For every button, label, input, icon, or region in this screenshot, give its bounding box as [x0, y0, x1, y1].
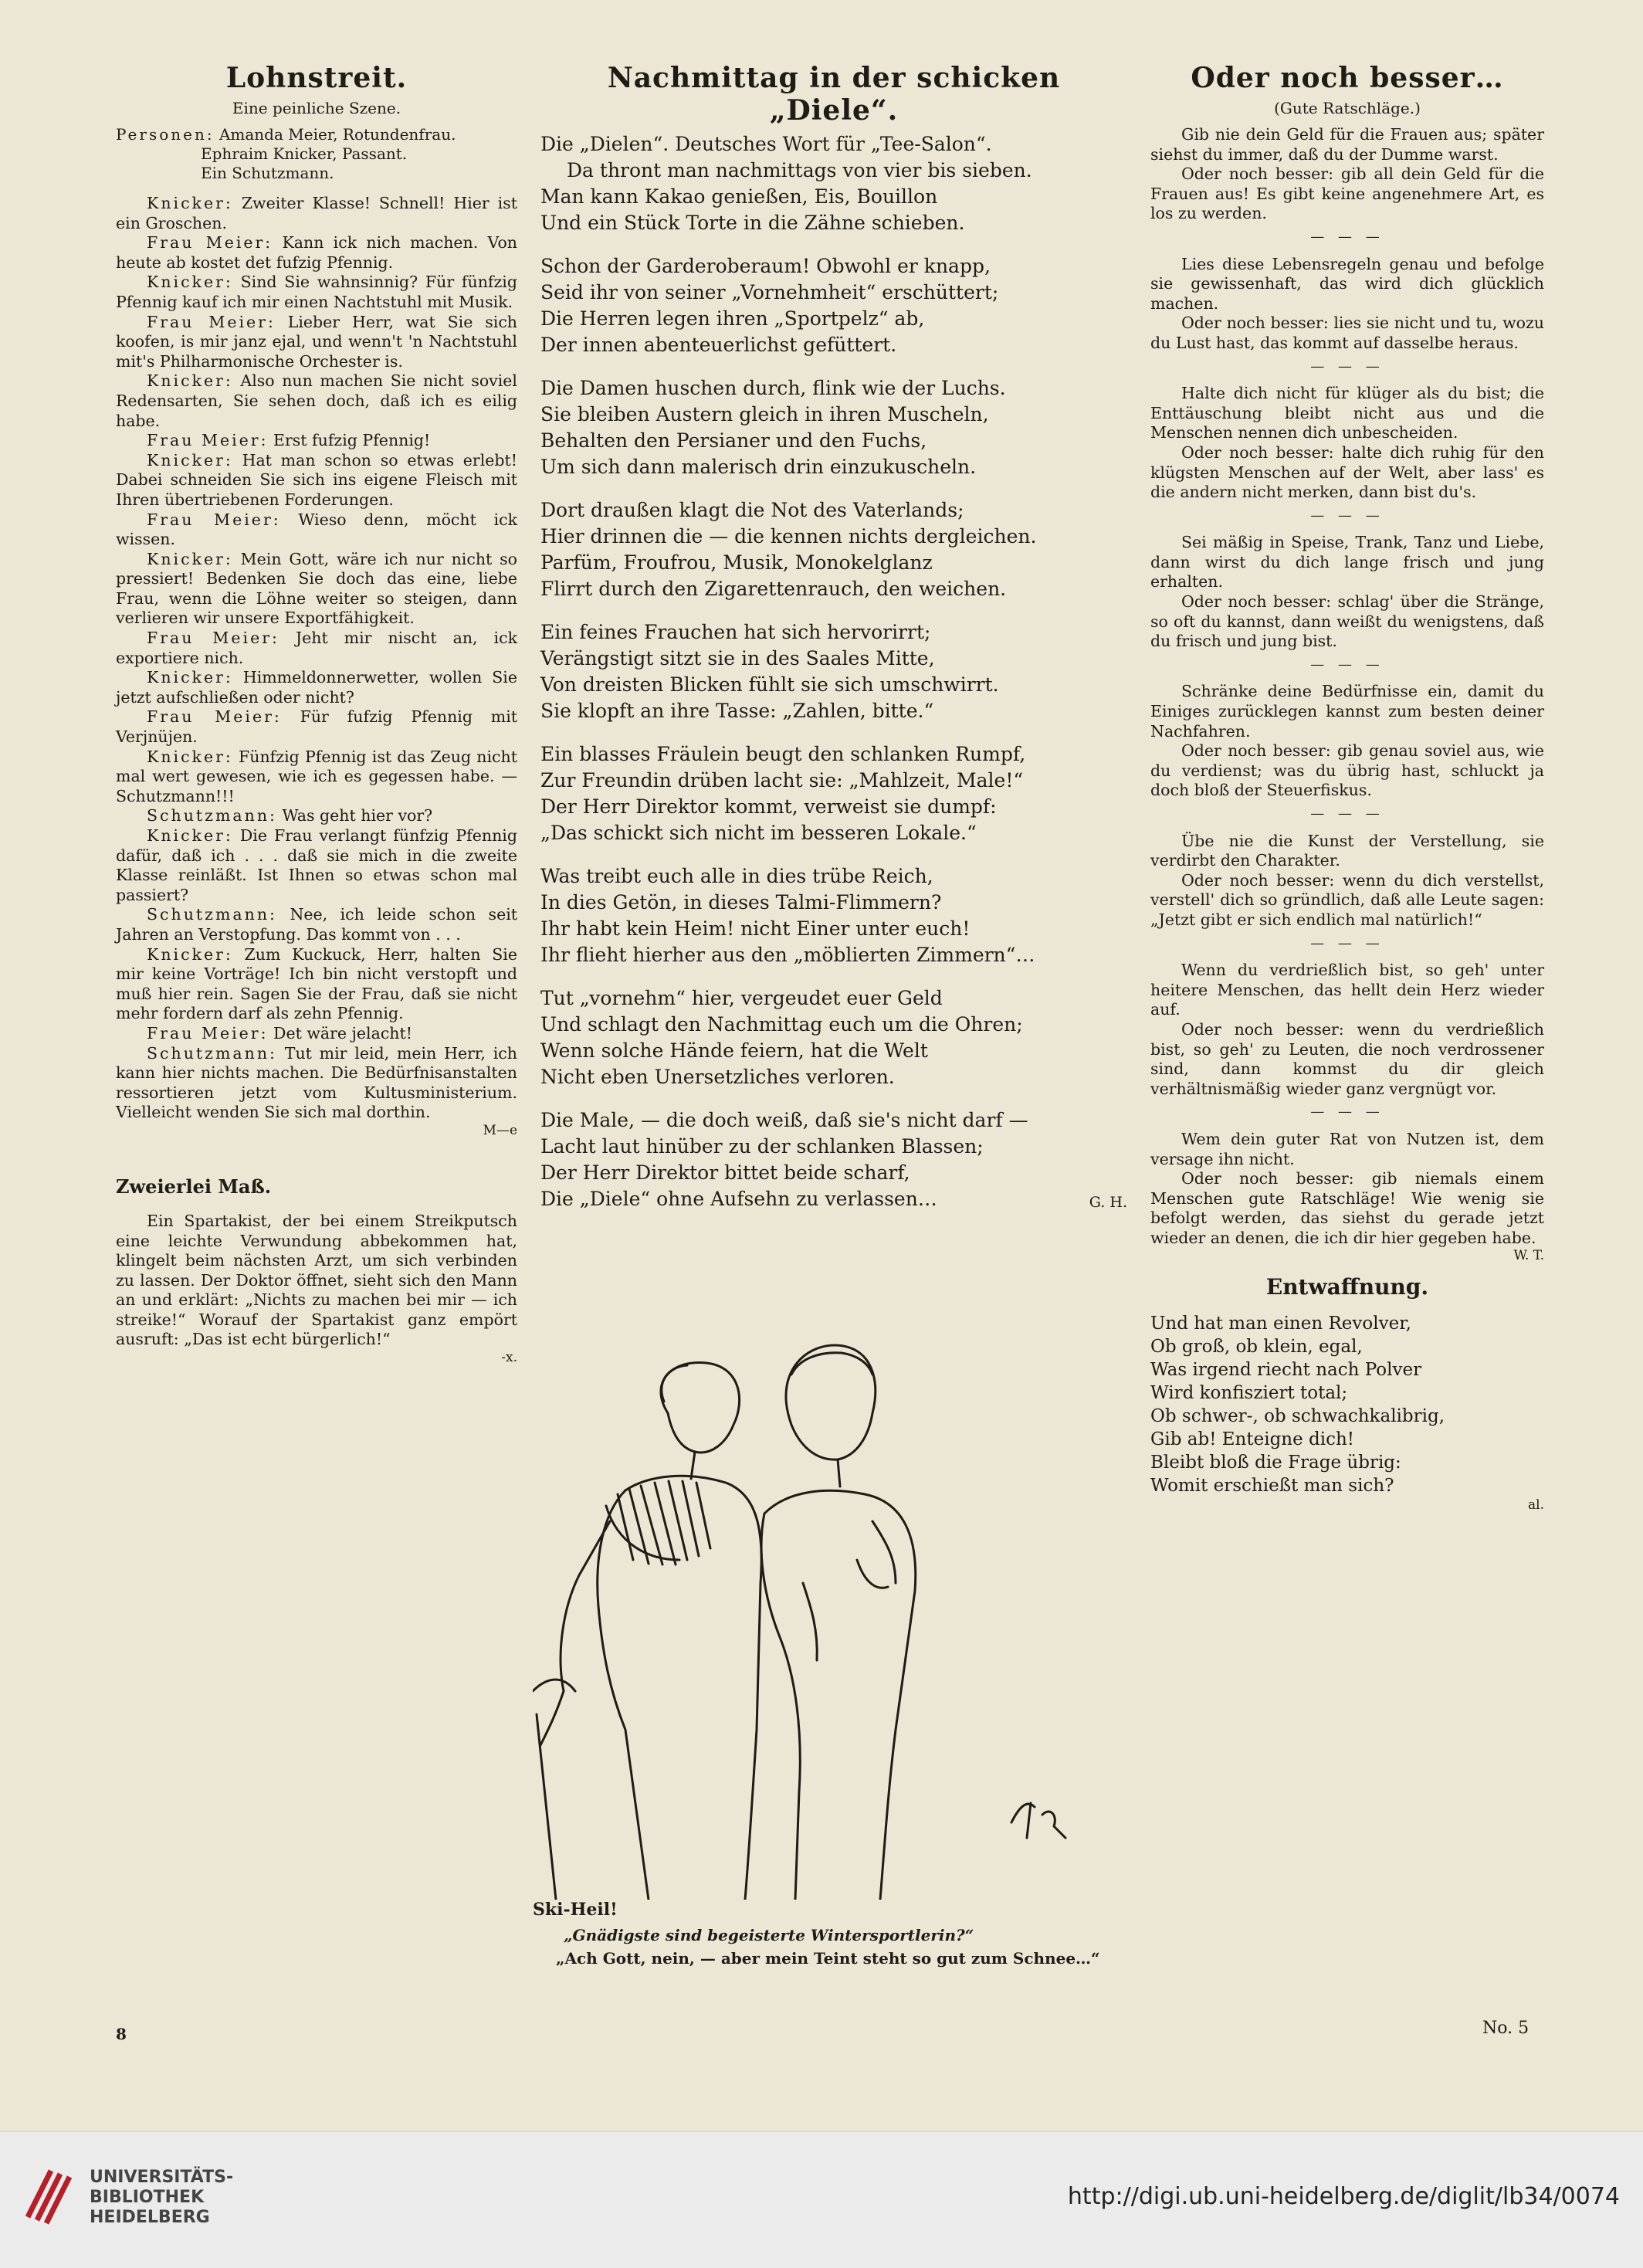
- speaker-name: Knicker:: [147, 747, 233, 766]
- poem-line: Verängstigt sitzt sie in des Saales Mitte,: [540, 647, 935, 670]
- advice-paragraph: Wenn du verdrießlich bist, so geh' unter heitere Menschen, das hellt dein Herz wieder auf.: [1150, 961, 1544, 1019]
- poem-line: Ihr flieht hierher aus den „möblierten Zimmern“…: [540, 944, 1035, 966]
- poem-line: Und schlagt den Nachmittag euch um die Ohren;: [540, 1013, 1023, 1036]
- article-title-lohnstreit: Lohnstreit.: [225, 62, 408, 94]
- poem-line: Ihr habt kein Heim! nicht Einer unter euch!: [540, 917, 971, 940]
- dialogue-line: [116, 1044, 517, 1123]
- poem-line: Wird konfisziert total;: [1150, 1383, 1348, 1404]
- poem-diele: [540, 131, 1127, 1212]
- poem-line: „Das schickt sich nicht im besseren Lokale.“: [540, 822, 977, 844]
- column-diele: [540, 62, 1127, 1211]
- advice-paragraph: Oder noch besser: gib all dein Geld für die Frauen aus! Es gibt keine angenehmere Art, es los zu werden.: [1150, 164, 1544, 223]
- advice-paragraph: Oder noch besser: gib genau soviel aus, wie du verdienst; was du übrig hast, schluckt ja doch bloß der Steuerfiskus.: [1150, 741, 1544, 800]
- dialogue-line: [116, 905, 517, 944]
- speaker-name: Knicker:: [147, 450, 233, 470]
- advice-paragraph: Lies diese Lebensregeln genau und befolge sie gewissenhaft, das wird dich glücklich machen.: [1150, 254, 1544, 313]
- separator: — — —: [1310, 358, 1384, 375]
- library-name: [90, 2168, 233, 2228]
- poem-line: Schon der Garderoberaum! Obwohl er knapp,: [540, 255, 991, 277]
- poem-line: Ein blasses Fräulein beugt den schlanken Rumpf,: [540, 743, 1026, 765]
- speaker-name: Knicker:: [147, 549, 233, 568]
- poem-stanza: [540, 131, 1127, 236]
- poem-line: Lacht laut hinüber zu der schlanken Blassen;: [540, 1135, 984, 1158]
- speaker-name: Frau Meier:: [147, 233, 273, 253]
- page-number: 8: [116, 2025, 127, 2043]
- advice-paragraph: Oder noch besser: halte dich ruhig für den klügsten Menschen auf der Welt, aber lass' es die andern nicht merken, dann bist du's.: [1150, 442, 1544, 502]
- poem-line: Und hat man einen Revolver,: [1150, 1314, 1411, 1334]
- speaker-name: Knicker:: [147, 944, 233, 964]
- dialogue-text: Mein Gott, wäre ich nur nicht so pressiert! Bedenken Sie doch das eine, liebe Frau, wenn die Löhne weiter so steigen, dann verlieren wir unsere Exportfähigkeit.: [116, 549, 517, 628]
- dialogue-line: [116, 945, 517, 1024]
- speaker-name: Frau Meier:: [147, 312, 276, 331]
- dialogue-text: Was geht hier vor?: [282, 806, 433, 825]
- dialogue-text: Die Frau verlangt fünfzig Pfennig dafür, daß ich . . . daß sie mich in die zweite Klasse reinläßt. Ist Ihnen so etwas schon mal passiert?: [116, 826, 517, 904]
- dialogue-line: [116, 629, 517, 668]
- speaker-name: Schutzmann:: [147, 806, 277, 825]
- article-zweierlei: [116, 1175, 517, 1365]
- dialogue-line: [116, 748, 517, 807]
- advice-paragraph: Oder noch besser: wenn du dich verstellst, verstell' dich so gründlich, daß alle Leute sagen: „Jetzt gibt er sich endlich mal natürlich!“: [1150, 870, 1544, 929]
- speaker-name: Knicker:: [147, 273, 233, 292]
- dialogue-text: Jeht mir nischt an, ick exportiere nich.: [116, 629, 517, 667]
- advice-text: [1150, 125, 1544, 1248]
- cartoon-caption: [533, 1900, 1120, 1968]
- dialogue-line: [116, 451, 517, 510]
- dialogue-text: Himmeldonnerwetter, wollen Sie jetzt aufschließen oder nicht?: [116, 668, 517, 707]
- library-name-line: UNIVERSITÄTS-: [90, 2168, 234, 2187]
- dialogue-text: Kann ick nich machen. Von heute ab kostet det fufzig Pfennig.: [116, 233, 517, 272]
- poem-line: Seid ihr von seiner „Vornehmheit“ erschüttert;: [540, 281, 999, 303]
- advice-paragraph: Übe nie die Kunst der Verstellung, sie verdirbt den Charakter.: [1150, 831, 1544, 870]
- separator: — — —: [1310, 228, 1384, 245]
- article-signature: W. T.: [1513, 1248, 1544, 1264]
- poem-line: Von dreisten Blicken fühlt sie sich umschwirrt.: [540, 673, 999, 696]
- poem-line: Dort draußen klagt die Not des Vaterlands;: [540, 499, 964, 521]
- poem-signature: al.: [1528, 1497, 1544, 1514]
- speaker-name: Frau Meier:: [147, 707, 282, 727]
- poem-line: Womit erschießt man sich?: [1150, 1476, 1394, 1497]
- dialogue-line: [116, 431, 517, 451]
- poem-line: Flirrt durch den Zigarettenrauch, den weichen.: [540, 578, 1007, 600]
- dialogue-line: [116, 707, 517, 747]
- article-signature: -x.: [501, 1350, 517, 1366]
- speaker-name: Knicker:: [147, 194, 233, 212]
- dialogue-text: Zum Kuckuck, Herr, halten Sie mir keine Vorträge! Ich bin nicht verstopft und muß hier rein. Sagen Sie der Frau, daß sie nicht mehr fordern darf als zehn Pfennig.: [116, 944, 517, 1023]
- speaker-name: Frau Meier:: [147, 629, 279, 648]
- poem-line: Was treibt euch alle in dies trübe Reich,: [540, 865, 933, 887]
- dialogue-line: [116, 273, 517, 312]
- poem-signature: G. H.: [1089, 1194, 1127, 1211]
- separator: — — —: [1310, 805, 1384, 822]
- poem-line: Da thront man nachmittags von vier bis sieben.: [567, 159, 1032, 181]
- poem-line: Um sich dann malerisch drin einzukuscheln.: [540, 456, 977, 478]
- poem-line: Ein feines Frauchen hat sich hervorirrt;: [540, 621, 931, 643]
- dialogue-text: [116, 194, 517, 1123]
- dialogue-text: Hat man schon so etwas erlebt! Dabei schneiden Sie sich ins eigene Fleisch mit Ihren übertriebenen Forderungen.: [116, 450, 517, 509]
- dialogue-text: Erst fufzig Pfennig!: [273, 431, 431, 450]
- dialogue-line: [116, 826, 517, 905]
- poem-line: Sie klopft an ihre Tasse: „Zahlen, bitte.“: [540, 700, 934, 722]
- column-oder-noch-besser: [1150, 62, 1544, 1513]
- dialogue-text: Tut mir leid, mein Herr, ich kann hier nichts machen. Die Bedürfnisanstalten ressortieren jetzt vom Kultusministerium. Vielleicht wenden Sie sich mal dorthin.: [116, 1043, 517, 1122]
- poem-line: Nicht eben Unersetzliches verloren.: [540, 1066, 895, 1088]
- poem-line: Gib ab! Enteigne dich!: [1150, 1429, 1355, 1450]
- poem-line: Ob schwer-, ob schwachkalibrig,: [1150, 1406, 1445, 1427]
- dialogue-text: Nee, ich leide schon seit Jahren an Verstopfung. Das kommt von . . .: [116, 905, 517, 944]
- library-footer: [0, 2131, 1643, 2268]
- digital-library-link[interactable]: http://digi.ub.uni-heidelberg.de/diglit/lb34/0074: [1067, 2183, 1620, 2210]
- poem-line: Behalten den Persianer und den Fuchs,: [540, 429, 927, 452]
- speaker-name: Frau Meier:: [147, 1023, 269, 1042]
- poem-line: Bleibt bloß die Frage übrig:: [1150, 1453, 1401, 1473]
- advice-paragraph: Wem dein guter Rat von Nutzen ist, dem versage ihn nicht.: [1150, 1129, 1544, 1168]
- speaker-name: Knicker:: [147, 826, 233, 845]
- library-name-line: BIBLIOTHEK: [90, 2188, 205, 2207]
- poem-stanza: [540, 497, 1127, 602]
- dialogue-line: [116, 510, 517, 550]
- dialogue-line: [116, 313, 517, 372]
- caption-question: „Gnädigste sind begeisterte Wintersportlerin?“: [564, 1926, 974, 1944]
- dialogue-line: [116, 806, 517, 826]
- speaker-name: Frau Meier:: [147, 431, 269, 450]
- dialogue-line: [116, 233, 517, 273]
- article-subtitle: (Gute Ratschläge.): [1274, 99, 1421, 117]
- poem-line: Die „Dielen“. Deutsches Wort für „Tee-Salon“.: [540, 133, 992, 155]
- advice-paragraph: Oder noch besser: gib niemals einem Menschen gute Ratschläge! Wie wenig sie befolgt werden, das siehst du gerade jetzt wieder an denen, die ich dir hier gegeben habe.: [1150, 1169, 1544, 1247]
- dialogue-line: [116, 668, 517, 707]
- dialogue-text: Wieso denn, möcht ick wissen.: [116, 510, 517, 549]
- dialogue-line: [116, 1024, 517, 1044]
- poem-entwaffnung: [1150, 1312, 1544, 1497]
- column-lohnstreit: [116, 62, 517, 1365]
- poem-stanza: [540, 741, 1127, 846]
- poem-line: Tut „vornehm“ hier, vergeudet euer Geld: [540, 987, 943, 1009]
- poem-stanza: [540, 375, 1127, 480]
- dialogue-line: [116, 371, 517, 431]
- dialogue-text: Zweiter Klasse! Schnell! Hier ist ein Groschen.: [116, 194, 517, 232]
- article-signature: M—e: [483, 1122, 517, 1138]
- article-title-zweierlei: Zweierlei Maß.: [116, 1175, 272, 1198]
- person-item: Amanda Meier, Rotundenfrau.: [219, 125, 456, 144]
- article-subtitle: Eine peinliche Szene.: [232, 99, 401, 117]
- persons-label: Personen:: [116, 125, 215, 144]
- poem-line: Die Male, — die doch weiß, daß sie's nicht darf —: [540, 1109, 1028, 1131]
- poem-line: Sie bleiben Austern gleich in ihren Muscheln,: [540, 403, 989, 425]
- advice-paragraph: Oder noch besser: wenn du verdrießlich bist, so geh' zu Leuten, die noch verdrossener sind, dann kommst du dir gleich verhältnismäßig wieder ganz vergnügt vor.: [1150, 1019, 1544, 1098]
- dialogue-text: Lieber Herr, wat Sie sich koofen, is mir janz ejal, und wenn't 'n Nachtstuhl mit's Philharmonische Orchester is.: [116, 312, 518, 371]
- poem-stanza: [540, 985, 1127, 1090]
- poem-line: Die „Diele“ ohne Aufsehn zu verlassen…: [540, 1188, 937, 1210]
- separator: — — —: [1310, 1103, 1384, 1120]
- poem-stanza: [540, 253, 1127, 358]
- dialogue-text: Det wäre jelacht!: [273, 1023, 412, 1042]
- caption-answer: „Ach Gott, nein, — aber mein Teint steht so gut zum Schnee…“: [556, 1949, 1100, 1968]
- poem-line: Was irgend riecht nach Polver: [1150, 1360, 1422, 1381]
- poem-line: Die Damen huschen durch, flink wie der Luchs.: [540, 377, 1006, 399]
- poem-line: Der Herr Direktor kommt, verweist sie dumpf:: [540, 795, 997, 818]
- advice-paragraph: Oder noch besser: schlag' über die Stränge, so oft du kannst, dann weißt du wenigstens, daß du frisch und jung bist.: [1150, 592, 1544, 651]
- library-logo-icon: [20, 2163, 74, 2225]
- speaker-name: Knicker:: [147, 668, 233, 687]
- speaker-name: Knicker:: [147, 371, 233, 391]
- advice-paragraph: Sei mäßig in Speise, Trank, Tanz und Liebe, dann wirst du dich lange frisch und jung erhalten.: [1150, 533, 1544, 592]
- article-body-zweierlei: Ein Spartakist, der bei einem Streikputsch eine leichte Verwundung abbekommen hat, klingelt beim nächsten Arzt, um sich verbinden zu lassen. Der Doktor öffnet, sieht sich den Mann an und erklärt: „Nichts zu machen bei mir — ich streike!“ Worauf der Spartakist ganz empört ausruft: „Das ist echt bürgerlich!“: [116, 1211, 517, 1349]
- poem-line: Und ein Stück Torte in die Zähne schieben.: [540, 212, 965, 234]
- article-title-diele: Nachmittag in der schicken „Diele“.: [607, 62, 1061, 127]
- advice-paragraph: Oder noch besser: lies sie nicht und tu, wozu du Lust hast, das kommt auf dasselbe heraus.: [1150, 314, 1544, 352]
- poem-line: Der innen abenteuerlichst gefüttert.: [540, 334, 897, 356]
- article-title-oder: Oder noch besser…: [1191, 62, 1504, 94]
- poem-line: Hier drinnen die — die kennen nichts dergleichen.: [540, 525, 1037, 548]
- advice-paragraph: Gib nie dein Geld für die Frauen aus; später siehst du immer, daß du der Dumme warst.: [1150, 125, 1544, 164]
- poem-line: Zur Freundin drüben lacht sie: „Mahlzeit, Male!“: [540, 769, 1024, 792]
- person-item: Ephraim Knicker, Passant.: [201, 144, 408, 163]
- dialogue-text: Fünfzig Pfennig ist das Zeug nicht mal wert gewesen, wie ich es gegessen habe. — Schutzmann!!!: [116, 747, 517, 805]
- separator: — — —: [1310, 934, 1384, 951]
- advice-paragraph: Halte dich nicht für klüger als du bist; die Enttäuschung bleibt nicht aus und die Menschen nennen dich unbescheiden.: [1150, 384, 1544, 442]
- poem-line: Man kann Kakao genießen, Eis, Bouillon: [540, 185, 938, 208]
- poem-line: Parfüm, Froufrou, Musik, Monokelglanz: [540, 551, 933, 574]
- separator: — — —: [1310, 507, 1384, 524]
- caption-title: Ski-Heil!: [533, 1900, 618, 1920]
- dialogue-text: Für fufzig Pfennig mit Verjnüjen.: [116, 707, 517, 747]
- article-title-entwaffnung: Entwaffnung.: [1265, 1274, 1429, 1300]
- poem-line: Die Herren legen ihren „Sportpelz“ ab,: [540, 307, 925, 330]
- speaker-name: Frau Meier:: [147, 510, 281, 529]
- poem-line: Wenn solche Hände feiern, hat die Welt: [540, 1039, 928, 1062]
- dialogue-line: [116, 194, 517, 233]
- dialogue-text: Sind Sie wahnsinnig? Für fünfzig Pfennig kauf ich mir einen Nachtstuhl mit Musik.: [116, 273, 517, 311]
- issue-number: No. 5: [1482, 2019, 1530, 2038]
- dialogue-line: [116, 550, 517, 629]
- library-name-line: HEIDELBERG: [90, 2208, 210, 2227]
- speaker-name: Schutzmann:: [147, 905, 277, 924]
- persons-list: [116, 125, 517, 183]
- advice-paragraph: Schränke deine Bedürfnisse ein, damit du Einiges zurücklegen kannst zum besten deiner Nachfahren.: [1150, 682, 1544, 741]
- cartoon-illustration: [533, 1328, 1120, 1900]
- poem-stanza: [540, 619, 1127, 724]
- poem-line: Der Herr Direktor bittet beide scharf,: [540, 1161, 910, 1184]
- separator: — — —: [1310, 656, 1384, 673]
- dialogue-text: Also nun machen Sie nicht soviel Redensarten, Sie sehen doch, daß ich es eilig habe.: [116, 371, 517, 430]
- poem-line: In dies Getön, in dieses Talmi-Flimmern?: [540, 891, 942, 914]
- speaker-name: Schutzmann:: [147, 1043, 277, 1063]
- poem-line: Ob groß, ob klein, egal,: [1150, 1337, 1363, 1358]
- poem-stanza: [540, 863, 1127, 968]
- person-item: Ein Schutzmann.: [201, 164, 334, 182]
